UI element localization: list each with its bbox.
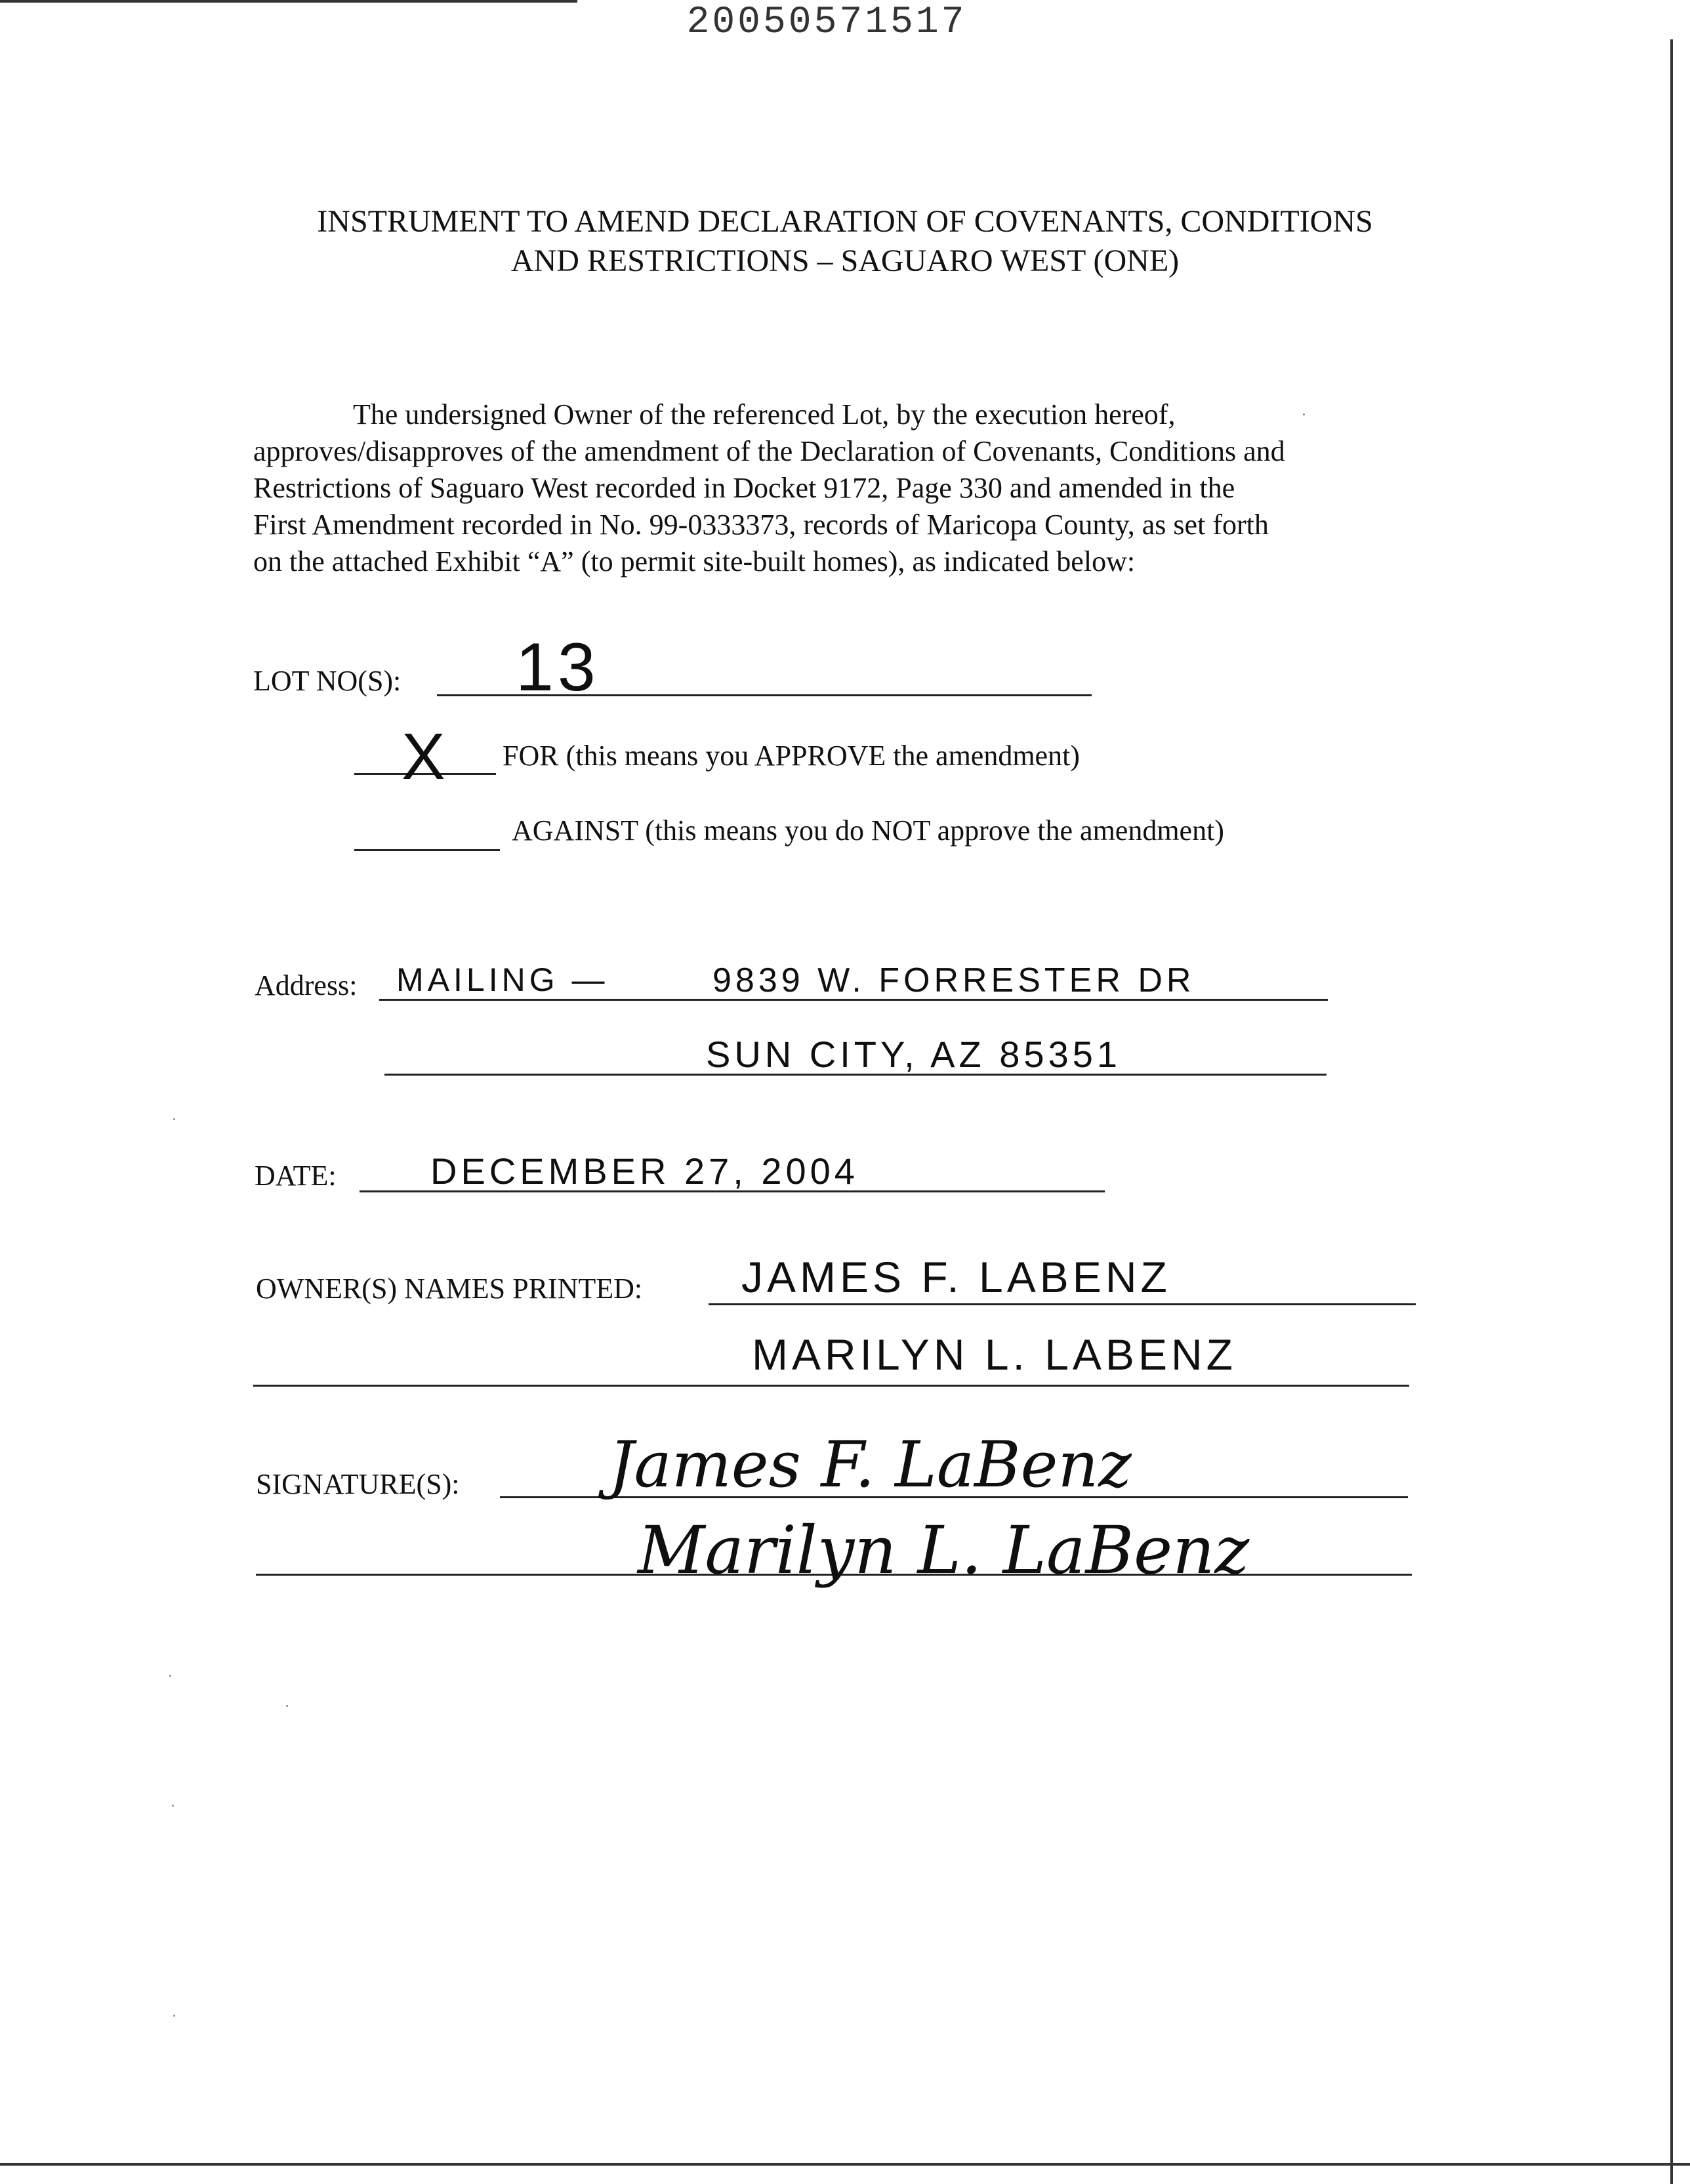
title-line-1: INSTRUMENT TO AMEND DECLARATION OF COVENANTS, CONDITIONS (317, 204, 1373, 239)
body-line-4: First Amendment recorded in No. 99-0333373, records of Maricopa County, as set forth (253, 509, 1269, 541)
scan-speck (173, 2015, 175, 2017)
body-line-3: Restrictions of Saguaro West recorded in Docket 9172, Page 330 and amended in the (253, 472, 1235, 504)
body-line-5: on the attached Exhibit “A” (to permit site-built homes), as indicated below: (253, 545, 1136, 578)
owner-name-1: JAMES F. LABENZ (741, 1253, 1171, 1301)
lot-number-value: 13 (516, 629, 600, 705)
address-street: 9839 W. FORRESTER DR (712, 961, 1195, 999)
owner-line-2 (253, 1385, 1409, 1387)
title-line-2: AND RESTRICTIONS – SAGUARO WEST (ONE) (510, 243, 1180, 278)
body-line-2: approves/disapproves of the amendment of the Declaration of Covenants, Conditions and (253, 435, 1285, 467)
against-option-label: AGAINST (this means you do NOT approve the amendment) (512, 814, 1224, 847)
owner-line-1 (709, 1303, 1416, 1305)
scan-speck (172, 1805, 174, 1807)
date-label: DATE: (255, 1160, 337, 1192)
signature-2: Marilyn L. LaBenz (638, 1512, 1250, 1589)
address-label: Address: (255, 969, 358, 1001)
document-title (262, 202, 1428, 281)
scan-speck (173, 1118, 175, 1120)
scan-speck (1303, 413, 1305, 415)
scan-edge-bottom (0, 2163, 1690, 2166)
for-option-label: FOR (this means you APPROVE the amendment) (503, 740, 1080, 772)
body-line-1: The undersigned Owner of the referenced Lot, by the execution hereof, (353, 398, 1176, 430)
lot-number-label: LOT NO(S): (253, 665, 402, 697)
owners-label: OWNER(S) NAMES PRINTED: (256, 1272, 643, 1305)
scan-speck (286, 1705, 288, 1707)
against-line (354, 849, 500, 851)
scan-edge-top (0, 0, 577, 3)
signature-1: James F. LaBenz (609, 1428, 1132, 1502)
document-number: 20050571517 (686, 1, 967, 44)
address-prefix: MAILING — (396, 961, 609, 998)
signatures-label: SIGNATURE(S): (256, 1468, 460, 1500)
owner-name-2: MARILYN L. LABENZ (752, 1330, 1237, 1379)
date-value: DECEMBER 27, 2004 (430, 1150, 859, 1192)
for-checkmark: X (402, 720, 449, 793)
scan-speck (169, 1675, 171, 1677)
scan-edge-right (1670, 39, 1673, 2184)
address-city: SUN CITY, AZ 85351 (706, 1034, 1121, 1075)
